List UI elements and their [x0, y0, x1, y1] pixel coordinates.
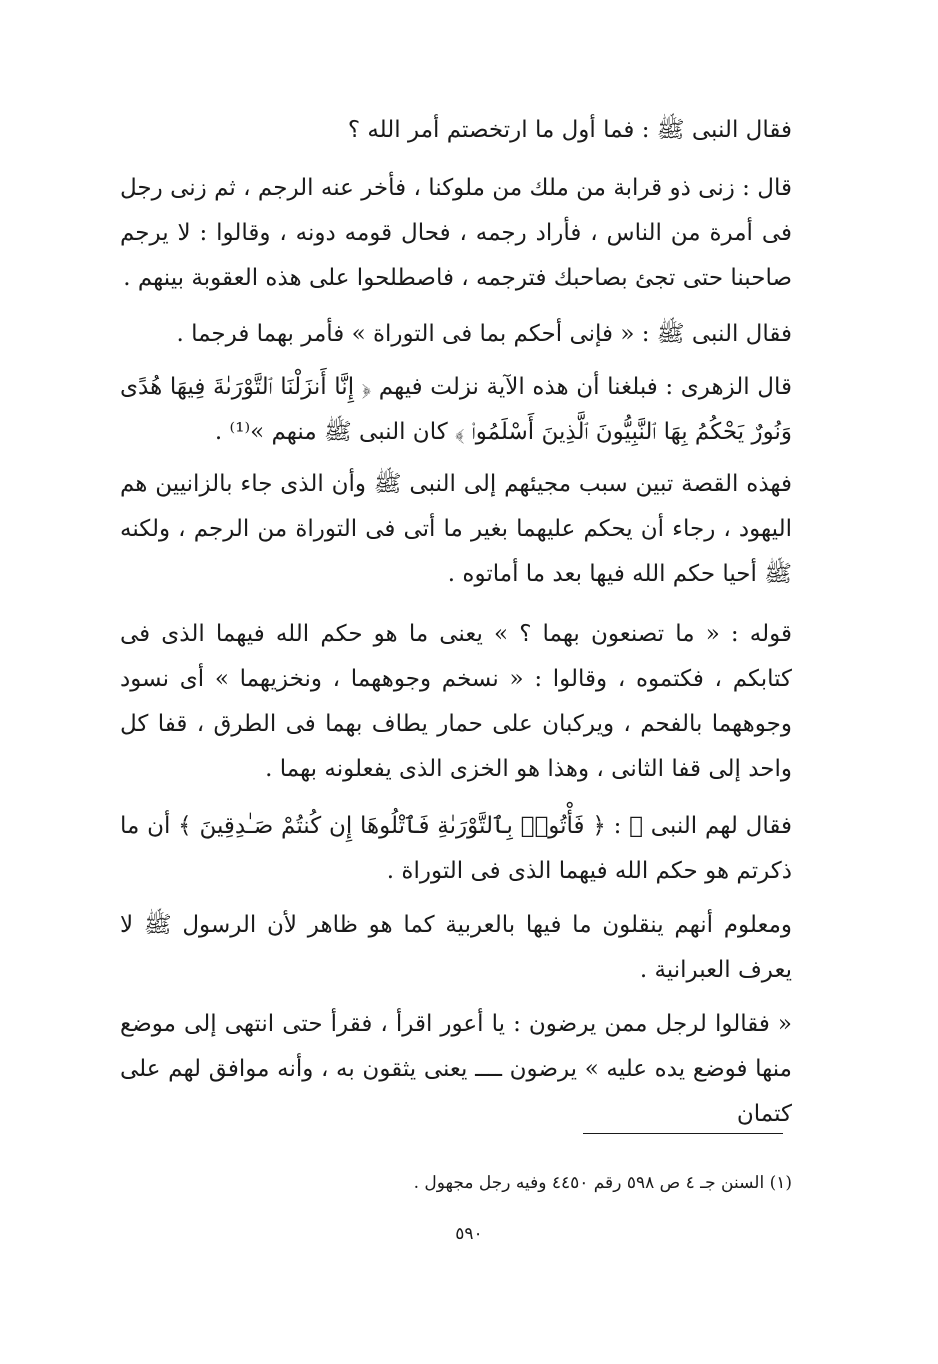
paragraph-2: قال : زنى ذو قرابة من ملك من ملوكنا ، فأخر عنه الرجم ، ثم زنى رجل فى أمرة من الناس ، فأراد رجمه ، فحال قومه دونه ، وقالوا : لا يرجم صاحبنا حتى تجئ بصاحبك فترجمه ، فاصطلحوا على هذه العقوبة بينهم . [120, 175, 792, 291]
paragraph-1: فقال النبى ﷺ : فما أول ما ارتخصتم أمر الله ؟ [347, 117, 792, 143]
paragraph-7: فقال لهم النبى ﷺ : ﴿ فَأْتُوا۟ بِٱلتَّوْرَىٰةِ فَٱتْلُوهَا إِن كُنتُمْ صَـٰدِقِينَ ﴾ أن ما ذكرتم هو حكم الله فيهما الذى فى التوراة . [120, 813, 792, 884]
paragraph-6: قوله : « ما تصنعون بهما ؟ » يعنى ما هو حكم الله فيهما الذى فى كتابكم ، فكتموه ، وقالوا : « نسخم وجوههما ، ونخزيهما » أى نسود وجوههما بالفحم ، ويركبان على حمار يطاف بهما فى الطرق ، قفا كل واحد إلى قفا الثانى ، وهذا هو الخزى الذى يفعلونه بهما . [120, 621, 792, 782]
paragraph-5: فهذه القصة تبين سبب مجيئهم إلى النبى ﷺ وأن الذى جاء بالزانيين هم اليهود ، رجاء أن يحكم عليهما بغير ما أتى فى التوراة من الرجم ، ولكنه ﷺ أحيا حكم الله فيها بعد ما أماتوه . [120, 471, 792, 587]
paragraph-8: ومعلوم أنهم ينقلون ما فيها بالعربية كما هو ظاهر لأن الرسول ﷺ لا يعرف العبرانية . [120, 912, 792, 983]
footnote: (١) السنن جـ ٤ ص ٥٩٨ رقم ٤٤٥٠ وفيه رجل مجهول . [413, 1173, 792, 1193]
page-number: ٥٩٠ [455, 1224, 483, 1244]
paragraph-3: فقال النبى ﷺ : « فإنى أحكم بما فى التوراة » فأمر بهما فرجما . [176, 321, 792, 347]
footnote-divider [583, 1133, 783, 1134]
paragraph-9: « فقالوا لرجل ممن يرضون : يا أعور اقرأ ، فقرأ حتى انتهى إلى موضع منها فوضع يده عليه » يرضون ــــ يعنى يثقون به ، وأنه موافق لهم على كتمان [120, 1011, 792, 1127]
paragraph-4: قال الزهرى : فبلغنا أن هذه الآية نزلت فيهم ﴿ إِنَّا أَنزَلْنَا ٱلتَّوْرَىٰةَ فِيهَا هُدًى وَنُورٌ يَحْكُمُ بِهَا ٱلنَّبِيُّونَ ٱلَّذِينَ أَسْلَمُوا۟ ﴾ كان النبى ﷺ منهم »⁽¹⁾ . [120, 374, 792, 445]
